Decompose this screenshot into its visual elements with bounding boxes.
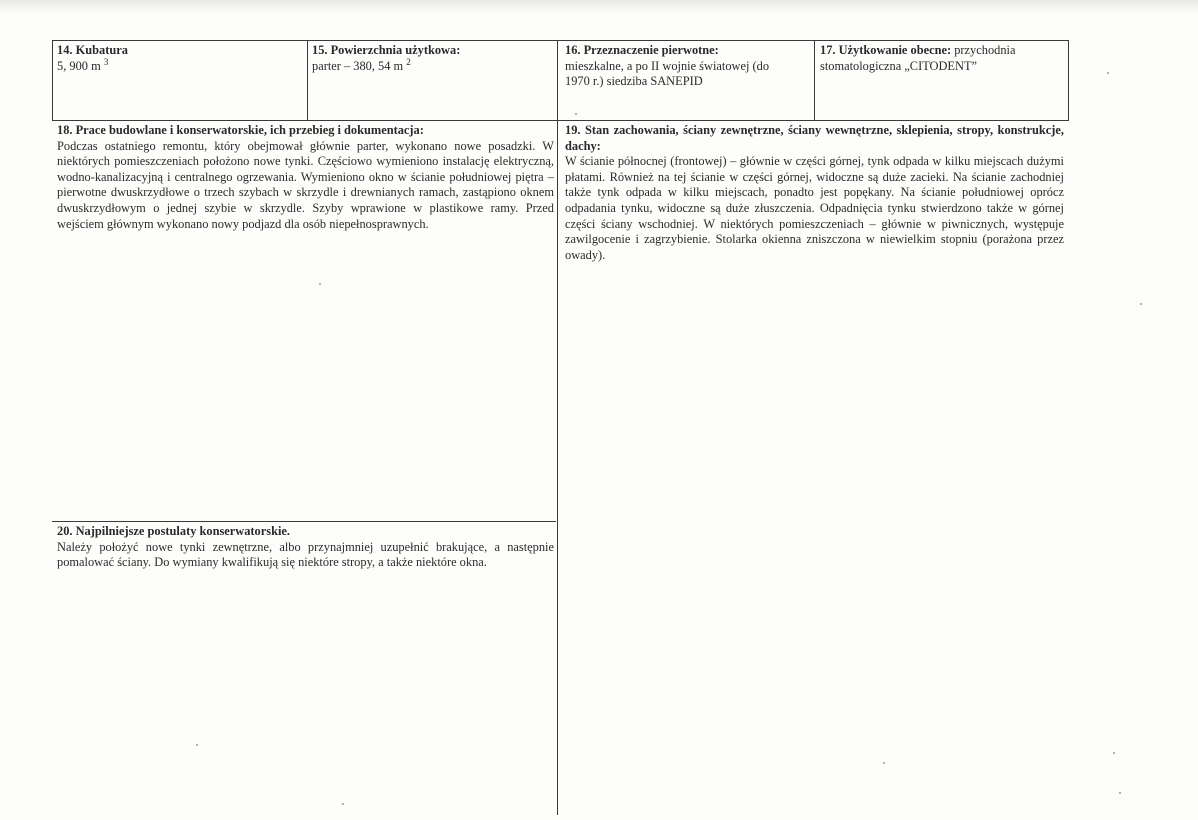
field-16-line-2: 1970 r.) siedziba SANEPID xyxy=(565,74,703,89)
scan-speck xyxy=(575,113,577,115)
divider-14-15 xyxy=(307,40,308,121)
field-15-powierzchnia xyxy=(312,43,552,74)
field-20-text: Należy położyć nowe tynki zewnętrzne, albo przynajmniej uzupełnić brakujące, a następnie pomalować ściany. Do wymiany kwalifikują się niektóre stropy, a także niektóre okna. xyxy=(57,539,554,570)
scan-speck xyxy=(342,803,344,805)
field-17-heading: 17. Użytkowanie obecne: xyxy=(820,43,952,57)
field-18-heading: 18. Prace budowlane i konserwatorskie, ich przebieg i dokumentacja: xyxy=(57,123,424,137)
field-16-przeznaczenie xyxy=(565,43,810,90)
scan-speck xyxy=(1113,752,1115,754)
scan-speck xyxy=(1107,72,1109,74)
divider-16-17 xyxy=(814,40,815,121)
field-14-kubatura xyxy=(57,43,302,74)
main-divider xyxy=(557,40,558,815)
field-17-uzytkowanie xyxy=(820,43,1065,74)
scan-shadow xyxy=(0,0,1198,14)
table-right-border xyxy=(1068,40,1069,121)
field-16-line-1: mieszkalne, a po II wojnie światowej (do xyxy=(565,58,770,73)
scan-speck xyxy=(319,283,321,285)
field-16-heading: 16. Przeznaczenie pierwotne: xyxy=(565,43,719,57)
field-14-heading: 14. Kubatura xyxy=(57,43,128,57)
field-20-postulaty xyxy=(57,524,554,571)
field-17-value: przychodnia xyxy=(954,43,1016,57)
scan-speck xyxy=(1140,303,1142,305)
scan-speck xyxy=(1119,792,1121,794)
field-14-value-line xyxy=(57,56,302,75)
table-top-border xyxy=(52,40,1069,41)
field-19-stan-zachowania xyxy=(565,123,1064,263)
field-19-heading: 19. Stan zachowania, ściany zewnętrzne, ściany wewnętrzne, sklepienia, stropy, konstrukcje, dachy: xyxy=(565,123,1064,153)
field-15-value-line xyxy=(312,56,552,75)
field-15-unit: 2 xyxy=(406,56,411,67)
field-17-first-line xyxy=(820,43,1065,59)
field-15-heading: 15. Powierzchnia użytkowa: xyxy=(312,43,461,57)
field-14-unit: 3 xyxy=(103,56,109,67)
table-left-border xyxy=(52,40,53,121)
row1-bottom-border xyxy=(52,120,1069,121)
field-18-prace xyxy=(57,123,554,232)
scan-speck xyxy=(196,744,198,746)
field-17-line-2: stomatologiczna „CITODENT” xyxy=(820,58,978,73)
field-19-text: W ścianie północnej (frontowej) – głównie w części górnej, tynk odpada w kilku miejscach dużymi płatami. Również na tej ścianie w części górnej, widoczne są duże zacieki. Na ścianie zachodniej także tynk odpada w kilku miejscach, ponadto jest popękany. Na ścianie południowej oprócz odpadania tynku, widoczne są duże złuszczenia. Odpadnięcia tynku stwierdzono także w górnej części ściany wschodniej. W niektórych pomieszczeniach – głównie w piwnicznych, występuje zawilgocenie i zagrzybienie. Stolarka okienna zniszczona w niewielkim stopniu (porażona przez owady). xyxy=(565,154,1064,262)
scan-speck xyxy=(883,762,885,764)
field-18-text: Podczas ostatniego remontu, który obejmował głównie parter, wykonano nowe posadzki. W niektórych pomieszczeniach położono nowe tynki. Częściowo wymieniono instalację elektryczną, wodno-kanalizacyjną i centralnego ogrzewania. Wymieniono okno w ścianie południowej piętra – pierwotne dwuskrzydłowe o trzech szybach w skrzydle i drewnianych ramach, zastąpiono oknem dwuskrzydłowym o jednej szybie w skrzydle. Szyby wprawione w plastikowe ramy. Przed wejściem głównym wykonano nowy podjazd dla osób niepełnosprawnych. xyxy=(57,138,554,231)
field20-top-border xyxy=(52,521,556,522)
field-15-value: parter – 380, 54 m xyxy=(312,58,404,73)
field-14-value: 5, 900 m xyxy=(57,58,101,73)
field-20-heading: 20. Najpilniejsze postulaty konserwatorskie. xyxy=(57,524,291,538)
